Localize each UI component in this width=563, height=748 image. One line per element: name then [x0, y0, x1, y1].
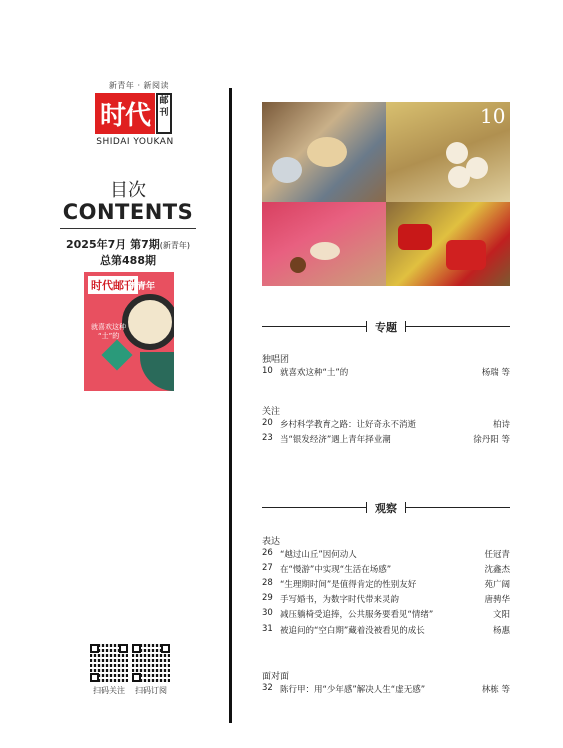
entry-title: 乡村科学教育之路：让好奇永不消逝 — [280, 420, 417, 430]
entry-page: 10 — [262, 366, 273, 376]
entry-page: 28 — [262, 578, 273, 588]
qr-label-subscribe: 扫码订阅 — [135, 686, 167, 695]
toc-entry[interactable] — [262, 608, 510, 620]
entry-author: 杨瑞 等 — [481, 368, 510, 378]
entry-title: 在“慢游”中实现“生活在场感” — [280, 565, 392, 575]
entry-title: “生理期时间”是值得肯定的性别友好 — [280, 580, 417, 590]
photo-panel — [262, 202, 386, 286]
issue-note: (新青年) — [159, 241, 190, 250]
entry-page: 26 — [262, 548, 273, 558]
qr-label-follow: 扫码关注 — [93, 686, 125, 695]
photo-panel — [262, 102, 386, 202]
qr-code-follow[interactable] — [90, 644, 128, 682]
toc-entry[interactable] — [262, 593, 510, 605]
cover-leaf-shape — [101, 339, 132, 370]
cover-leaf-shape — [140, 352, 174, 391]
section-header-observation — [262, 501, 510, 515]
toc-entry[interactable] — [262, 563, 510, 575]
entry-page: 31 — [262, 624, 273, 634]
entry-author: 苑广阔 — [484, 580, 510, 590]
entry-title: 减压躺椅受追捧，公共服务要看见“情绪” — [280, 610, 434, 620]
cover-headline-line2: “土”的 — [98, 332, 120, 340]
category-label: 表达 — [262, 537, 281, 547]
toc-title-english: CONTENTS — [62, 200, 194, 224]
entry-author: 唐骋华 — [484, 595, 510, 605]
category-label: 独唱团 — [262, 355, 290, 365]
toc-entry[interactable] — [262, 578, 510, 590]
entry-page: 32 — [262, 683, 273, 693]
cover-illustration — [122, 294, 174, 350]
entry-page: 29 — [262, 593, 273, 603]
cover-thumbnail — [84, 272, 174, 391]
entry-author: 沈鑫杰 — [484, 565, 510, 575]
toc-entry[interactable] — [262, 418, 510, 430]
toc-entry[interactable] — [262, 366, 510, 378]
section-header-feature — [262, 320, 510, 334]
magazine-logo-english: SHIDAI YOUKAN — [96, 137, 174, 147]
toc-entry[interactable] — [262, 548, 510, 560]
issue-total-number: 总第488期 — [100, 254, 156, 267]
category-label: 面对面 — [262, 672, 290, 682]
entry-page: 27 — [262, 563, 273, 573]
toc-entry[interactable] — [262, 683, 510, 695]
cover-headline-line1: 就喜欢这种 — [91, 323, 126, 331]
issue-info — [60, 236, 196, 252]
entry-title: 就喜欢这种“土”的 — [280, 368, 349, 378]
feature-photo-collage — [262, 102, 510, 286]
photo-panel — [386, 202, 510, 286]
toc-title-chinese: 目次 — [110, 180, 146, 201]
entry-title: 陈行甲：用“少年感”解决人生“虚无感” — [280, 685, 426, 695]
category-label: 关注 — [262, 407, 281, 417]
entry-title: “越过山丘”因何动人 — [280, 550, 357, 560]
entry-title: 手写婚书，为数字时代带来灵韵 — [280, 595, 400, 605]
toc-divider — [60, 228, 196, 229]
photo-page-number: 10 — [480, 104, 506, 128]
magazine-logo: 时代 — [95, 93, 155, 134]
entry-author: 林栋 等 — [481, 685, 510, 695]
entry-title: 被追问的“空白期”藏着没被看见的成长 — [280, 626, 425, 636]
entry-author: 任冠青 — [484, 550, 510, 560]
entry-page: 20 — [262, 418, 273, 428]
toc-entry[interactable] — [262, 624, 510, 636]
cover-subtitle: 新青年 — [128, 282, 156, 292]
section-title: 观察 — [375, 502, 397, 515]
issue-date: 2025年7月 第7期 — [65, 238, 160, 251]
masthead-tagline: 新青年 · 新阅读 — [108, 81, 170, 90]
cover-logo: 时代邮刊 — [88, 276, 138, 294]
entry-page: 30 — [262, 608, 273, 618]
qr-code-subscribe[interactable] — [132, 644, 170, 682]
entry-author: 柏诗 — [492, 420, 510, 430]
entry-author: 杨惠 — [492, 626, 510, 636]
toc-entry[interactable] — [262, 433, 510, 445]
entry-author: 徐丹阳 等 — [473, 435, 510, 445]
column-divider — [229, 88, 232, 723]
magazine-logo-mark: 邮刊 — [156, 93, 172, 134]
entry-title: 当“银发经济”遇上青年择业潮 — [280, 435, 391, 445]
entry-page: 23 — [262, 433, 273, 443]
section-title: 专题 — [375, 321, 397, 334]
entry-author: 文阳 — [492, 610, 510, 620]
